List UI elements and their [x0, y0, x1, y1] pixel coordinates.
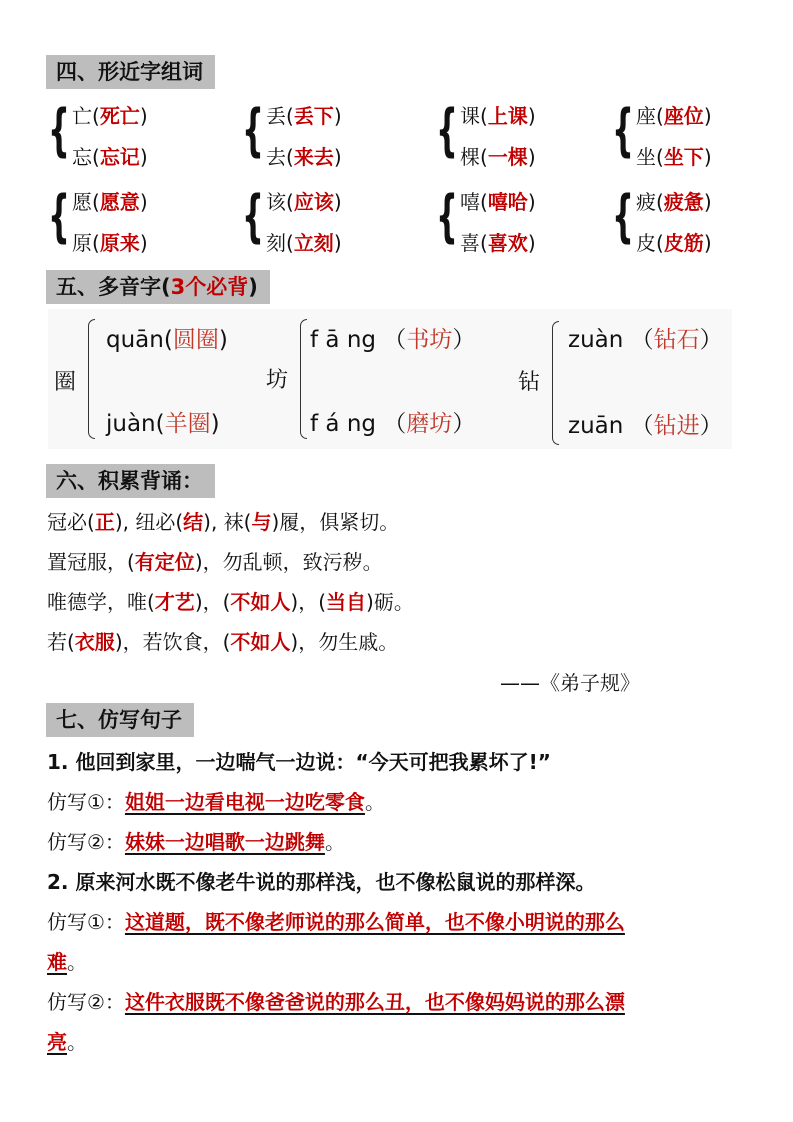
similar-char-pair [242, 186, 412, 256]
pair-row: 坐(坐下) [636, 145, 712, 169]
pinyin-row: zuān （钻进） [568, 413, 723, 439]
question-1: 1. 他回到家里，一边喘气一边说：“今天可把我累坏了!” [47, 750, 551, 774]
answer-1-1: 仿写①：姐姐一边看电视一边吃零食。 [47, 790, 385, 814]
similar-char-pair [436, 186, 606, 256]
section-5-title: 五、多音字( [56, 275, 171, 299]
pair-row: 丢(丢下) [266, 104, 342, 128]
answer-2-1-cont: 难。 [47, 950, 87, 974]
question-2: 2. 原来河水既不像老牛说的那样浅，也不像松鼠说的那样深。 [47, 870, 596, 894]
brace-icon [88, 319, 95, 439]
pair-row: 亡(死亡) [72, 104, 148, 128]
brace-icon [552, 321, 559, 445]
similar-char-pair [48, 186, 218, 256]
brace-icon: { [612, 184, 634, 249]
pair-row: 忘(忘记) [72, 145, 148, 169]
section-5-header [46, 270, 270, 304]
brace-icon: { [242, 184, 264, 249]
brace-icon: { [436, 98, 458, 163]
answer-2-2-cont: 亮。 [47, 1030, 87, 1054]
section-6-header: 六、积累背诵： [46, 464, 215, 498]
section-7-header: 七、仿写句子 [46, 703, 194, 737]
pair-row: 棵(一棵) [460, 145, 536, 169]
pair-row: 皮(皮筋) [636, 231, 712, 255]
pinyin-row: juàn(羊圈) [106, 411, 220, 437]
verse-line: 若(衣服)，若饮食，(不如人)，勿生戚。 [47, 630, 399, 654]
polyphone-char: 坊 [266, 368, 289, 393]
similar-char-pair [612, 186, 782, 256]
polyphone-char: 钻 [518, 370, 541, 395]
pair-row: 原(原来) [72, 231, 148, 255]
pinyin-row: f ā ng （书坊） [310, 327, 476, 353]
verse-source: ——《弟子规》 [500, 671, 640, 695]
pair-row: 愿(愿意) [72, 190, 148, 214]
pinyin-row: zuàn （钻石） [568, 327, 723, 353]
brace-icon: { [436, 184, 458, 249]
pair-row: 课(上课) [460, 104, 536, 128]
pair-row: 嘻(嘻哈) [460, 190, 536, 214]
pair-row: 疲(疲惫) [636, 190, 712, 214]
verse-line: 置冠服，(有定位)，勿乱顿，致污秽。 [47, 550, 383, 574]
section-5-note: 3个必背 [170, 275, 249, 299]
polyphone-panel [48, 309, 732, 449]
pair-row: 座(座位) [636, 104, 712, 128]
pinyin-row: f á ng （磨坊） [310, 411, 476, 437]
answer-2-2: 仿写②：这件衣服既不像爸爸说的那么丑，也不像妈妈说的那么漂 [47, 990, 625, 1014]
verse-line: 唯德学，唯(才艺)，(不如人)，(当自)砺。 [47, 590, 414, 614]
pinyin-row: quān(圆圈) [106, 327, 228, 353]
section-4-header: 四、形近字组词 [46, 55, 215, 89]
similar-char-pair [612, 100, 782, 170]
pair-row: 该(应该) [266, 190, 342, 214]
pair-row: 去(来去) [266, 145, 342, 169]
brace-icon: { [242, 98, 264, 163]
similar-char-pair [48, 100, 218, 170]
polyphone-char: 圈 [54, 370, 77, 395]
answer-2-1: 仿写①：这道题，既不像老师说的那么简单，也不像小明说的那么 [47, 910, 625, 934]
answer-1-2: 仿写②：妹妹一边唱歌一边跳舞。 [47, 830, 345, 854]
brace-icon: { [48, 98, 70, 163]
brace-icon: { [612, 98, 634, 163]
similar-char-pair [242, 100, 412, 170]
pair-row: 喜(喜欢) [460, 231, 536, 255]
verse-line: 冠必(正), 纽必(结), 袜(与)履，俱紧切。 [47, 510, 400, 534]
brace-icon [300, 319, 307, 439]
pair-row: 刻(立刻) [266, 231, 342, 255]
brace-icon: { [48, 184, 70, 249]
section-5-title-end: ) [248, 275, 258, 299]
similar-char-pair [436, 100, 606, 170]
